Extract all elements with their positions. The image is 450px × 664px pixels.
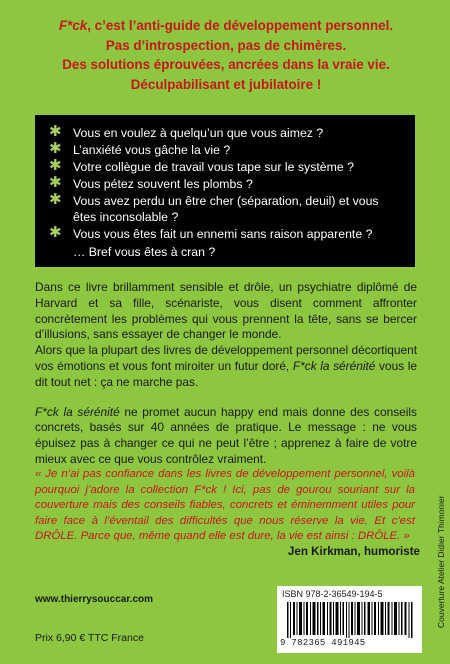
question-item <box>49 193 403 225</box>
barcode-icon <box>287 602 413 638</box>
question-item <box>49 125 403 141</box>
star-icon: ✱ <box>49 123 62 140</box>
price-label: Prix 6,90 € TTC France <box>35 632 144 644</box>
question-text: Vous avez perdu un être cher (séparation, deuil) et vous êtes inconsolable ? <box>73 194 379 224</box>
question-text: Votre collègue de travail vous tape sur le système ? <box>73 160 354 174</box>
intro-line-1 <box>22 16 430 36</box>
intro-line-3: Des solutions éprouvées, ancrées dans la vraie vie. <box>62 57 390 72</box>
intro-line-1-text: , c’est l’anti-guide de développement personnel. <box>87 18 394 33</box>
question-text: Vous pétez souvent les plombs ? <box>73 177 253 191</box>
question-item <box>49 226 403 242</box>
intro-tagline <box>22 16 430 94</box>
description <box>35 280 417 468</box>
isbn-number: ISBN 978-2-36549-194-5 <box>282 589 383 599</box>
description-paragraph-3 <box>35 405 417 468</box>
question-text: L’anxiété vous gâche la vie ? <box>73 143 231 157</box>
intro-line-4: Déculpabilisant et jubilatoire ! <box>130 76 322 92</box>
cover-credit: Couverture Atelier Didier Thimonier <box>436 495 446 628</box>
description-paragraph-2 <box>35 343 417 390</box>
question-item <box>49 142 403 158</box>
star-icon: ✱ <box>49 224 62 241</box>
description-paragraph-1: Dans ce livre brillamment sensible et drôle, un psychiatre diplômé de Harvard et sa fille, scénariste, vous disent comment affronter concrètement les problèmes qui vous prennent la tête, sans se bercer d’illusions, sans essayer de changer le monde. <box>35 280 417 342</box>
star-icon: ✱ <box>49 157 62 174</box>
book-title: F*ck la sérénité <box>292 358 376 373</box>
brand-name: F*ck <box>58 18 88 33</box>
p2-text-a: Alors que la plupart des livres de développement personnel décortiquent vos émotions et vous font miroiter un futur doré, <box>35 343 417 373</box>
question-text: Vous vous êtes fait un ennemi sans raison apparente ? <box>73 227 373 241</box>
star-icon: ✱ <box>49 191 62 208</box>
book-title: F*ck la sérénité <box>35 404 120 419</box>
intro-line-2: Pas d’introspection, pas de chimères. <box>105 37 347 53</box>
p2-text-b: vous le dit tout net : ça ne marche pas. <box>35 358 418 389</box>
star-icon: ✱ <box>49 174 62 191</box>
testimonial-author: Jen Kirkman, humoriste <box>287 545 420 558</box>
question-text: Vous en voulez à quelqu’un que vous aimez ? <box>73 126 324 140</box>
questions-conclusion: … Bref vous êtes à cran ? <box>73 245 216 259</box>
questions-box <box>35 115 415 267</box>
testimonial-quote: « Je n’ai pas confiance dans les livres de développement personnel, voilà pourquoi j’adore la collection F*ck ! Ici, pas de gourou souriant sur la couverture mais des conseils fiables, concrets et éminemment utiles pour faire face à l’éventail des difficultés que nous réserve la vie. Et c’est DRÔLE. Parce que, même quand elle est dure, la vie est ainsi : DRÔLE. » <box>35 468 415 543</box>
question-item <box>49 176 403 192</box>
star-icon: ✱ <box>49 140 62 157</box>
isbn-barcode-block <box>277 586 422 653</box>
question-item <box>49 159 403 175</box>
p3-text: ne promet aucun happy end mais donne des conseils concrets, basés sur 40 années de pratique. Le message : ne vous épuisez pas à changer ce qui ne peut l’être ; apprenez à faire de votre mieux avec ce que vous contrôlez vraiment. <box>35 404 417 466</box>
barcode-digits: 9 782365 491945 <box>280 638 366 648</box>
publisher-website[interactable]: www.thierrysouccar.com <box>35 594 154 605</box>
